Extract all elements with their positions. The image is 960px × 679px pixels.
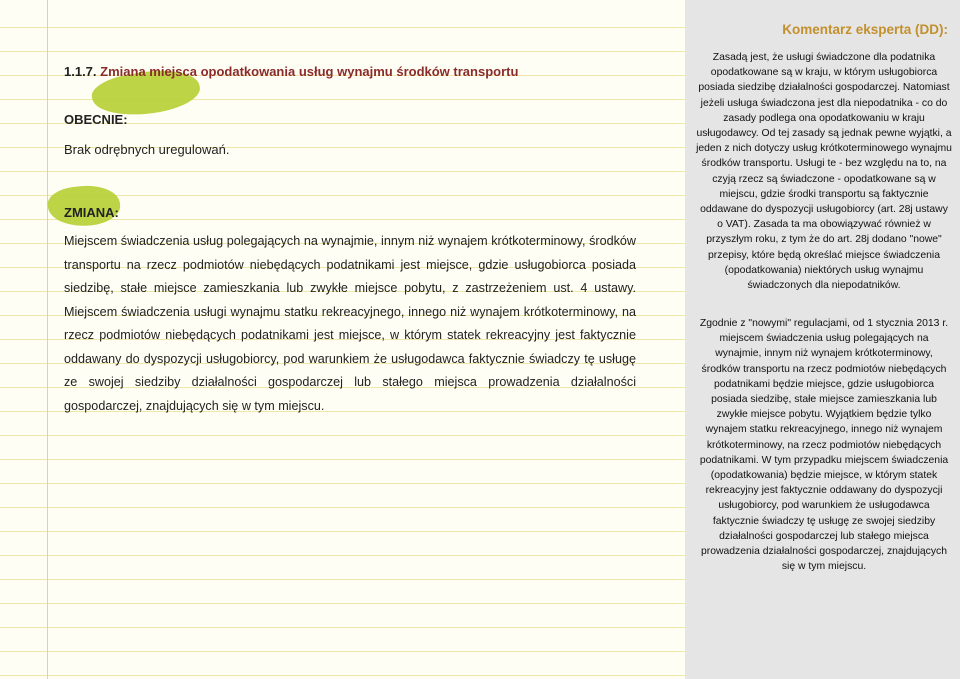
- section-title: Zmiana miejsca opodatkowania usług wynajmu środków transportu: [100, 64, 519, 79]
- expert-comment-1: Zasadą jest, że usługi świadczone dla podatnika opodatkowane są w kraju, w którym usługobiorca posiada siedzibę działalności gospodarczej. Natomiast jeżeli usługa świadczona jest dla niepodatnika - co do zasady podlega ona opodatkowaniu w kraju usługodawcy. Od tej zasady są jednak pewne wyjątki, a jeden z nich dotyczy usług krótkoterminowego wynajmu środków transportu. Usługi te - bez względu na to, na czyją rzecz są świadczone - opodatkowane są w miejscu, gdzie środki transportu są faktycznie oddawane do dyspozycji usługobiorcy (art. 28j ustawy o VAT). Zasada ta ma obowiązywać również w przyszłym roku, z tym że do art. 28j dodano "nowe" przepisy, które będą określać miejsce świadczenia (opodatkowania) niektórych usług wynajmu świadczonych dla niepodatników.: [696, 52, 952, 292]
- section-heading: [64, 64, 518, 79]
- sidebar-title: Komentarz eksperta (DD):: [782, 22, 948, 37]
- expert-comment-2: Zgodnie z "nowymi" regulacjami, od 1 stycznia 2013 r. miejscem świadczenia usług polegających na wynajmie, innym niż wynajem krótkoterminowy, środków transportu na rzecz podmiotów niebędących podatnikami będzie miejsce, gdzie usługobiorca posiada siedzibę, stałe miejsce zamieszkania lub zwykłe miejsce pobytu. Wyjątkiem będzie tylko wynajem statku rekreacyjnego, innego niż wynajem krótkoterminowy, na rzecz podmiotów niebędących podatnikami. W tym przypadku miejscem świadczenia (opodatkowania) będzie miejsce, w którym statek rekreacyjny jest faktycznie oddawany do dyspozycji usługobiorcy, pod warunkiem że usługodawca faktycznie świadczy tę usługę ze swojej siedziby działalności gospodarczej lub stałego miejsca prowadzenia działalności gospodarczej, znajdujących się w tym miejscu.: [699, 318, 949, 573]
- now-label: OBECNIE:: [64, 112, 128, 127]
- section-number: 1.1.7.: [64, 64, 97, 79]
- now-text: Brak odrębnych uregulowań.: [64, 142, 230, 157]
- margin-line: [47, 0, 48, 679]
- change-text: Miejscem świadczenia usług polegających na wynajmie, innym niż wynajem krótkoterminowy, środków transportu na rzecz podmiotów niebędących podatnikami jest miejsce, gdzie usługobiorca posiada siedzibę, stałe miejsce zamieszkania lub zwykłe miejsce pobytu, z zastrzeżeniem ust. 4 ustawy. Miejscem świadczenia usługi wynajmu statku rekreacyjnego, innego niż wynajem krótkoterminowy, na rzecz podmiotów niebędących podatnikami jest miejsce, w którym statek rekreacyjny jest faktycznie oddawany do dyspozycji usługobiorcy, pod warunkiem że usługodawca faktycznie świadczy tę usługę ze swojej siedziby działalności gospodarczej lub stałego miejsca prowadzenia działalności gospodarczej, znajdujących się w tym miejscu.: [64, 234, 636, 413]
- change-label: ZMIANA:: [64, 205, 119, 220]
